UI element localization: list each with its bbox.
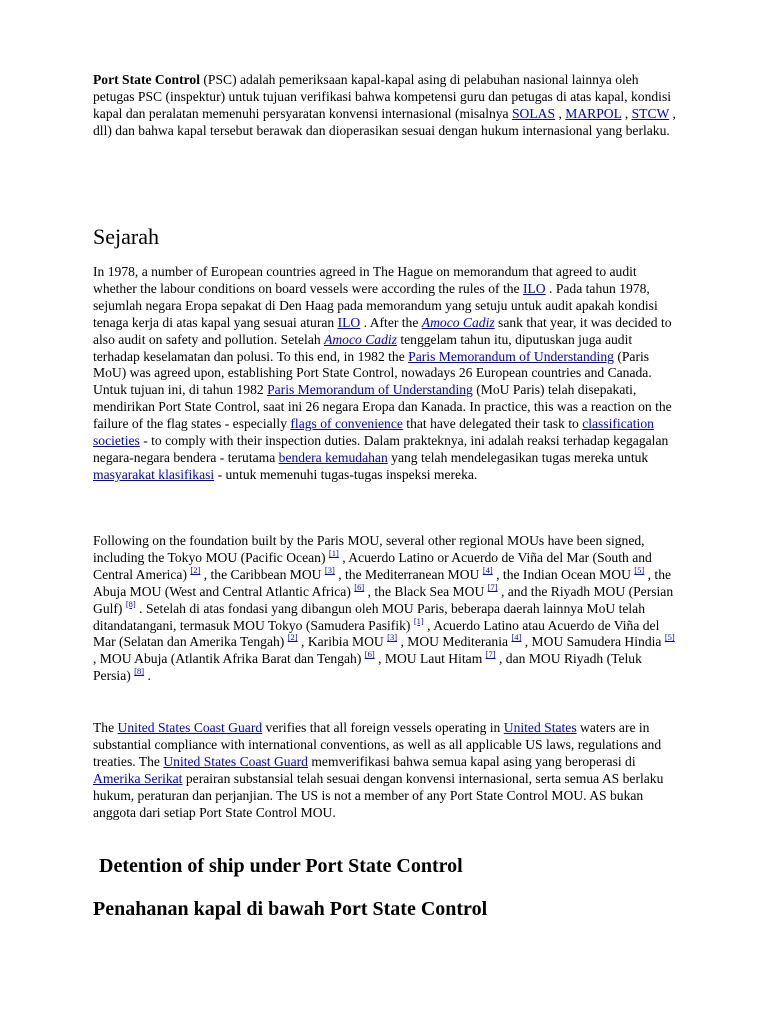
link-paris-mou[interactable]: Paris Memorandum of Understanding	[267, 382, 473, 398]
sejarah-paragraph-2: Following on the foundation built by the Paris MOU, several other regional MOUs have been signed, including the Tokyo MOU (Pacific Ocean) [1] , Acuerdo Latino or Acuerdo de Viña del Mar (South and Central America) [2] , the Caribbean MOU [3] , the Mediterranean MOU [4] , the Indian Ocean MOU [5] , the Abuja MOU (West and Central Atlantic Africa) [6] , the Black Sea MOU [7] , and the Riyadh MOU (Persian Gulf) [8] . Setelah di atas fondasi yang dibangun oleh MOU Paris, beberapa daerah lainnya MoU telah ditandatangani, termasuk MOU Tokyo (Samudera Pasifik) [1] , Acuerdo Latino atau Acuerdo de Viña del Mar (Selatan dan Amerika Tengah) [2] , Karibia MOU [3] , MOU Mediterania [4] , MOU Samudera Hindia [5] , MOU Abuja (Atlantik Afrika Barat dan Tengah) [6] , MOU Laut Hitam [7] , dan MOU Riyadh (Teluk Persia) [8] .	[93, 533, 675, 684]
reference-link[interactable]: [1]	[328, 547, 339, 558]
intro-paragraph: Port State Control (PSC) adalah pemeriksaan kapal-kapal asing di pelabuhan nasional lainnya oleh petugas PSC (inspektur) untuk tujuan verifikasi bahwa kompetensi guru dan petugas di atas kapal, kondisi kapal dan peralatan memenuhi persyaratan konvensi internasional (misalnya SOLAS , MARPOL , STCW , dll) dan bahwa kapal tersebut berawak dan dioperasikan sesuai dengan hukum internasional yang berlaku.	[93, 72, 676, 138]
reference-link[interactable]: [7]	[485, 649, 496, 660]
link-stcw[interactable]: STCW	[631, 105, 670, 121]
reference-link[interactable]: [2]	[287, 632, 298, 643]
reference-link[interactable]: [7]	[487, 581, 498, 592]
heading-detention-en: Detention of ship under Port State Control	[99, 855, 463, 877]
link-solas[interactable]: SOLAS	[512, 105, 556, 121]
link-united-states[interactable]: United States	[503, 720, 577, 735]
reference-link[interactable]: [3]	[387, 632, 398, 643]
link-paris-mou[interactable]: Paris Memorandum of Understanding	[408, 348, 614, 364]
sejarah-paragraph-1: In 1978, a number of European countries agreed in The Hague on memorandum that agreed to audit whether the labour conditions on board vessels were according the rules of the ILO . Pada tahun 1978, sejumlah negara Eropa sepakat di Den Haag pada memorandum yang setuju untuk audit apakah kondisi tenaga kerja di atas kapal yang sesuai aturan ILO . After the Amoco Cadiz sank that year, it was decided to also audit on safety and pollution. Setelah Amoco Cadiz tenggelam tahun itu, diputuskan juga audit terhadap keselamatan dan polusi. To this end, in 1982 the Paris Memorandum of Understanding (Paris MoU) was agreed upon, establishing Port State Control, nowadays 26 European countries and Canada. Untuk tujuan ini, di tahun 1982 Paris Memorandum of Understanding (MoU Paris) telah disepakati, mendirikan Port State Control, saat ini 26 negara Eropa dan Kanada. In practice, this was a reaction on the failure of the flag states - especially flags of convenience that have delegated their task to classification societies - to comply with their inspection duties. Dalam prakteknya, ini adalah reaksi terhadap kegagalan negara-negara bendera - terutama bendera kemudahan yang telah mendelegasikan tugas mereka untuk masyarakat klasifikasi - untuk memenuhi tugas-tugas inspeksi mereka.	[93, 264, 672, 482]
reference-link[interactable]: [6]	[364, 649, 375, 660]
link-classification-societies[interactable]: classification societies	[93, 416, 654, 449]
link-amoco-cadiz[interactable]: Amoco Cadiz	[421, 314, 495, 330]
heading-detention-id: Penahanan kapal di bawah Port State Control	[93, 898, 488, 920]
term-port-state-control: Port State Control	[93, 72, 200, 87]
reference-link[interactable]: [4]	[511, 632, 522, 643]
link-amerika-serikat[interactable]: Amerika Serikat	[93, 770, 183, 786]
sejarah-paragraph-3: The United States Coast Guard verifies that all foreign vessels operating in United States waters are in substantial compliance with international conventions, as well as all applicable US laws, regulations and treaties. The United States Coast Guard memverifikasi bahwa semua kapal asing yang beroperasi di Amerika Serikat perairan substansial telah sesuai dengan konvensi internasional, serta semua AS berlaku hukum, peraturan dan perjanjian. The US is not a member of any Port State Control MOU. AS bukan anggota dari setiap Port State Control MOU.	[93, 720, 664, 820]
link-bendera-kemudahan[interactable]: bendera kemudahan	[278, 449, 388, 465]
reference-link[interactable]: [4]	[482, 564, 493, 575]
reference-link[interactable]: [8]	[125, 598, 136, 609]
link-ilo[interactable]: ILO	[337, 314, 361, 330]
link-flags-of-convenience[interactable]: flags of convenience	[290, 416, 403, 432]
heading-sejarah: Sejarah	[93, 224, 159, 249]
reference-link[interactable]: [6]	[354, 581, 365, 592]
reference-link[interactable]: [8]	[134, 666, 145, 677]
link-united-states-coast-guard[interactable]: United States Coast Guard	[117, 720, 263, 735]
reference-link[interactable]: [5]	[634, 564, 645, 575]
link-ilo[interactable]: ILO	[522, 280, 546, 296]
reference-link[interactable]: [2]	[190, 564, 201, 575]
link-marpol[interactable]: MARPOL	[565, 105, 622, 121]
reference-link[interactable]: [5]	[664, 632, 675, 643]
link-united-states-coast-guard[interactable]: United States Coast Guard	[163, 753, 308, 769]
reference-link[interactable]: [1]	[413, 615, 424, 626]
reference-link[interactable]: [3]	[324, 564, 335, 575]
link-masyarakat-klasifikasi[interactable]: masyarakat klasifikasi	[93, 466, 215, 482]
link-amoco-cadiz[interactable]: Amoco Cadiz	[324, 331, 397, 347]
